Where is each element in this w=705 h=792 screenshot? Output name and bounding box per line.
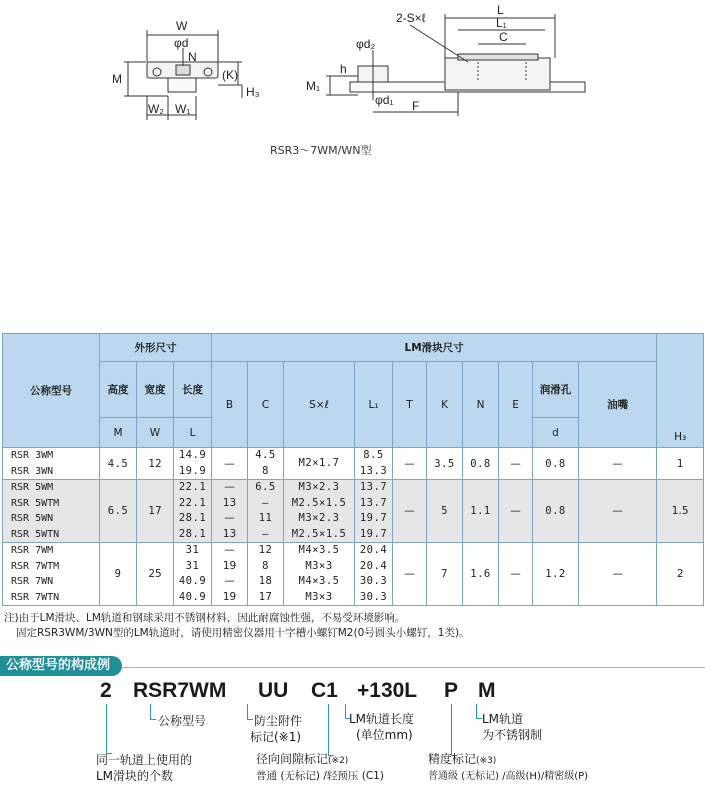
cell-b — [212, 480, 248, 543]
code-rail-material: M — [478, 679, 496, 702]
cell-value: 40.9 — [178, 590, 207, 603]
bracket-clearance — [328, 704, 334, 756]
cell-value: 30.3 — [359, 590, 388, 603]
header-C: C — [248, 362, 284, 448]
header-lube: 润滑孔 — [533, 362, 579, 418]
model-name: RSR 3WN — [11, 465, 54, 477]
cell-value: M4×3.5 — [298, 575, 340, 587]
cell-d: 0.8 — [533, 480, 579, 543]
header-outer: 外形尺寸 — [100, 334, 212, 362]
header-T: T — [393, 362, 427, 448]
table-body — [3, 448, 704, 606]
cell-value: 8 — [262, 559, 269, 572]
cell-value: 19.7 — [359, 512, 388, 524]
cell-value: 40.9 — [178, 575, 207, 587]
header-L: L — [174, 418, 212, 448]
cell-value: 4.5 — [255, 449, 276, 461]
header-E: E — [499, 362, 533, 448]
label-d2: φd₂ — [356, 37, 376, 51]
cell-value: 19.9 — [178, 464, 207, 477]
header-M: M — [100, 418, 137, 448]
header-width: 宽度 — [137, 362, 174, 418]
cell-h3: 2 — [657, 543, 704, 606]
cell-value: 18 — [258, 575, 273, 587]
cell-value: M2×1.7 — [298, 456, 340, 469]
model-name: RSR 7WTN — [11, 591, 60, 603]
header-block: LM滑块尺寸 — [212, 334, 657, 362]
cell-value: 22.1 — [178, 496, 207, 509]
cell-m: 9 — [100, 543, 137, 606]
header-nipple: 油嘴 — [579, 362, 657, 448]
cell-value: 12 — [258, 544, 273, 556]
bracket-count — [106, 704, 112, 754]
cell-t: — — [393, 480, 427, 543]
cell-l1 — [355, 448, 393, 480]
code-model: RSR7WM — [133, 679, 227, 702]
cell-s — [284, 448, 355, 480]
cell-e: — — [499, 480, 533, 543]
cell-value: 19 — [222, 559, 237, 572]
cell-l1 — [355, 543, 393, 606]
cell-h3: 1 — [657, 448, 704, 480]
model-name: RSR 7WN — [11, 576, 54, 587]
cell-n: 1.1 — [463, 480, 499, 543]
model-name: RSR 5WM — [11, 482, 54, 493]
cell-value: M3×3 — [305, 559, 333, 572]
code-count: 2 — [100, 679, 112, 702]
label-count-1: 同一轨道上使用的 — [96, 753, 193, 767]
cell-model — [3, 543, 100, 606]
cell-nipple: — — [579, 448, 657, 480]
label-rail-material-1: LM轨道 — [482, 712, 524, 726]
label-seal-1: 防尘附件 — [254, 714, 303, 728]
cell-value: 13 — [222, 527, 237, 540]
label-rail-material-2: 为不锈钢制 — [482, 728, 543, 742]
cell-n: 1.6 — [463, 543, 499, 606]
model-name: RSR 5WN — [11, 513, 54, 524]
cell-h3: 1.5 — [657, 480, 704, 543]
cell-m: 4.5 — [100, 448, 137, 480]
cell-value: 13.7 — [359, 496, 388, 509]
label-K: (K) — [222, 68, 238, 82]
notes — [4, 611, 470, 641]
cell-value: 13 — [222, 496, 237, 509]
header-d: d — [533, 418, 579, 448]
bracket-seal — [247, 704, 253, 720]
cell-value: — — [262, 527, 269, 540]
header-H3: H₃ — [657, 334, 704, 448]
cell-t: — — [393, 543, 427, 606]
cell-value: — — [224, 481, 235, 493]
cell-value: 13.7 — [359, 481, 388, 493]
cell-w: 25 — [137, 543, 174, 606]
bracket-accuracy — [451, 704, 457, 756]
cell-l — [174, 543, 212, 606]
cell-value: 19.7 — [359, 527, 388, 540]
label-L: L — [497, 3, 504, 17]
label-count-2: LM滑块的个数 — [96, 769, 174, 783]
cell-l — [174, 448, 212, 480]
cell-k: 7 — [427, 543, 463, 606]
table-row — [3, 543, 704, 606]
label-h: h — [340, 62, 347, 76]
cell-w: 12 — [137, 448, 174, 480]
cell-value: 31 — [185, 559, 200, 572]
cell-value: — — [262, 496, 269, 509]
cell-c — [248, 543, 284, 606]
side-view — [326, 14, 585, 116]
cell-value: 20.4 — [359, 559, 388, 572]
model-name: RSR 5WTN — [11, 528, 60, 540]
cell-m: 6.5 — [100, 480, 137, 543]
cell-k: 3.5 — [427, 448, 463, 480]
label-rail-length-2: (单位mm) — [356, 728, 413, 742]
cell-value: 22.1 — [178, 481, 207, 493]
label-clearance-1: 径向间隙标记(※2) — [256, 752, 349, 766]
header-L1: L₁ — [355, 362, 393, 448]
model-name: RSR 7WM — [11, 545, 54, 556]
cell-value: M4×3.5 — [298, 544, 340, 556]
cell-w: 17 — [137, 480, 174, 543]
cell-value: 28.1 — [178, 512, 207, 524]
cell-nipple: — — [579, 480, 657, 543]
cell-value: 13.3 — [359, 464, 388, 477]
header-model: 公称型号 — [3, 334, 100, 448]
header-S: S×ℓ — [284, 362, 355, 448]
cell-value: M3×3 — [305, 590, 333, 603]
cell-value: 20.4 — [359, 544, 388, 556]
header-B: B — [212, 362, 248, 448]
cell-b: — — [212, 448, 248, 480]
cell-model — [3, 480, 100, 543]
cell-model — [3, 448, 100, 480]
label-L1: L₁ — [496, 16, 507, 30]
example-title: 公称型号的构成例 — [0, 656, 122, 676]
label-d1: φd₁ — [375, 93, 394, 107]
cell-k: 5 — [427, 480, 463, 543]
cell-e: — — [499, 448, 533, 480]
model-name: RSR 5WTM — [11, 497, 60, 509]
label-accuracy-2: 普通级 (无标记) /高级(H)/精密级(P) — [428, 771, 589, 782]
cell-d: 0.8 — [533, 448, 579, 480]
header-height: 高度 — [100, 362, 137, 418]
label-N: N — [188, 50, 197, 64]
cell-value: 17 — [258, 590, 273, 603]
cell-value: 19 — [222, 590, 237, 603]
label-seal-2: 标记(※1) — [250, 730, 302, 744]
label-accuracy-1: 精度标记(※3) — [428, 752, 497, 766]
cell-value: M2.5×1.5 — [291, 527, 347, 540]
model-name: RSR 3WM — [11, 450, 54, 461]
label-W: W — [176, 19, 188, 33]
label-H3: H₃ — [246, 85, 260, 99]
label-clearance-2: 普通 (无标记) /轻预压 (C1) — [256, 770, 384, 782]
cell-d: 1.2 — [533, 543, 579, 606]
cell-c — [248, 448, 284, 480]
cell-value: 30.3 — [359, 575, 388, 587]
cell-e: — — [499, 543, 533, 606]
cell-value: 8 — [262, 464, 269, 477]
cell-value: — — [224, 512, 235, 524]
header-N: N — [463, 362, 499, 448]
table-row — [3, 480, 704, 543]
label-rail-length-1: LM轨道长度 — [349, 712, 415, 726]
label-W2: W₂ — [148, 102, 164, 116]
bracket-model — [150, 704, 156, 720]
cell-value: — — [224, 575, 235, 587]
cell-value: 6.5 — [255, 481, 276, 493]
cell-nipple: — — [579, 543, 657, 606]
label-M: M — [112, 72, 122, 86]
label-d: φd — [174, 36, 189, 50]
cell-value: M3×2.3 — [298, 481, 340, 493]
cell-t: — — [393, 448, 427, 480]
note-line-1: 注)由于LM滑块、LM轨道和钢球采用不锈钢材料，因此耐腐蚀性强，不易受环境影响。 — [4, 612, 406, 624]
label-W1: W₁ — [175, 102, 191, 116]
code-rail-length: +130L — [357, 679, 418, 702]
cell-value: 11 — [258, 512, 273, 524]
label-M1: M₁ — [306, 79, 321, 93]
cell-value: — — [224, 544, 235, 556]
cell-value: 14.9 — [178, 449, 207, 461]
model-name: RSR 7WTM — [11, 560, 60, 572]
header-W: W — [137, 418, 174, 448]
header-K: K — [427, 362, 463, 448]
cell-n: 0.8 — [463, 448, 499, 480]
label-F: F — [412, 99, 420, 113]
note-line-2: 固定RSR3WM/3WN型的LM轨道时，请使用精密仪器用十字槽小螺钉M2(0号圆头小螺钉，1类)。 — [16, 627, 470, 639]
label-S: 2-S×ℓ — [396, 11, 426, 25]
cell-value: M3×2.3 — [298, 512, 340, 524]
label-C: C — [499, 30, 508, 44]
cell-b — [212, 543, 248, 606]
cell-s — [284, 480, 355, 543]
cell-s — [284, 543, 355, 606]
cell-value: 31 — [185, 544, 200, 556]
cell-value: M2.5×1.5 — [291, 496, 347, 509]
cell-l1 — [355, 480, 393, 543]
cell-c — [248, 480, 284, 543]
code-clearance: C1 — [311, 679, 338, 702]
code-accuracy: P — [444, 679, 459, 702]
spec-table — [2, 333, 704, 606]
cell-value: 28.1 — [178, 527, 207, 540]
cell-l — [174, 480, 212, 543]
table-row — [3, 448, 704, 480]
code-seal: UU — [258, 679, 289, 702]
header-length: 长度 — [174, 362, 212, 418]
label-model: 公称型号 — [158, 714, 207, 728]
cell-value: 8.5 — [363, 449, 384, 461]
drawing-caption: RSR3～7WM/WN型 — [270, 144, 372, 157]
